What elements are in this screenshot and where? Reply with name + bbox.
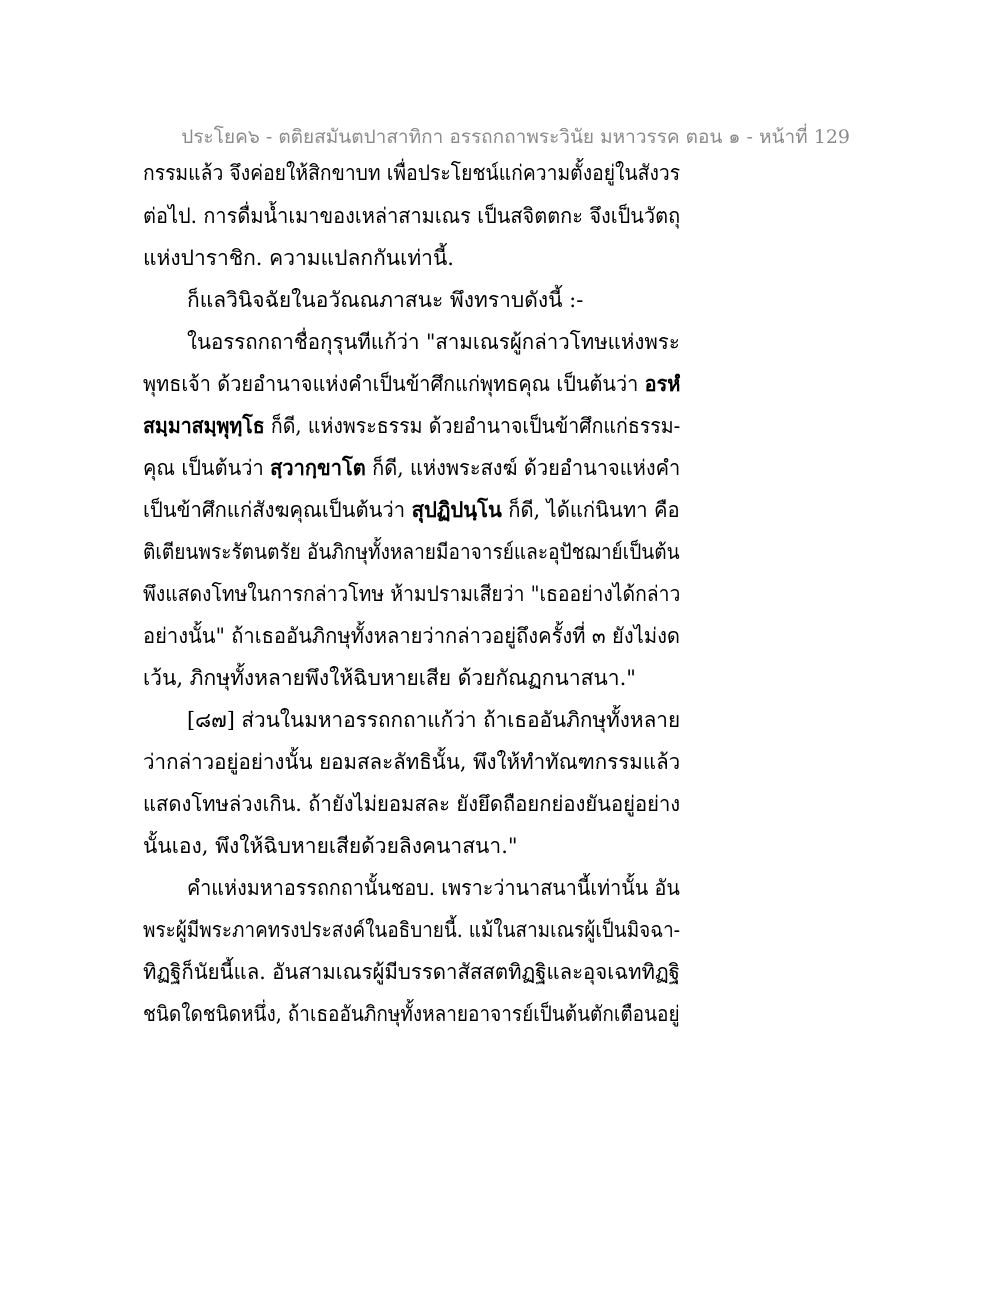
text-line [143, 453, 680, 483]
text-line: เว้น, ภิกษุทั้งหลายพึงให้ฉิบหายเสีย ด้วยกัณฏกนาสนา." [143, 666, 636, 690]
text-line [143, 369, 680, 399]
text-span: ก็ดี, แห่งพระธรรม ด้วยอำนาจเป็นข้าศึกแก่ธรรม- [264, 414, 681, 438]
pali-term: สฺวากฺขาโต [270, 455, 366, 480]
text-line: ติเตียนพระรัตนตรัย อันภิกษุทั้งหลายมีอาจารย์และอุปัชฌาย์เป็นต้น [143, 540, 680, 564]
text-line: พึงแสดงโทษในการกล่าวโทษ ห้ามปรามเสียว่า "เธออย่างได้กล่าว [143, 582, 681, 606]
text-span: คุณ เป็นต้นว่า [143, 456, 271, 480]
text-line: ว่ากล่าวอยู่อย่างนั้น ยอมสละลัทธินั้น, พึงให้ทำทัณฑกรรมแล้ว [143, 750, 681, 774]
page-header: ประโยค๖ - ตติยสมันตปาสาทิกา อรรถกถาพระวินัย มหาวรรค ตอน ๑ - หน้าที่ 129 [181, 126, 850, 148]
text-line: กรรมแล้ว จึงค่อยให้สิกขาบท เพื่อประโยชน์แก่ความตั้งอยู่ในสังวร [143, 161, 681, 185]
text-line: ชนิดใดชนิดหนึ่ง, ถ้าเธออันภิกษุทั้งหลายอาจารย์เป็นต้นตักเตือนอยู่ [143, 1002, 680, 1026]
text-line: แห่งปาราชิก. ความแปลกกันเท่านี้. [143, 246, 454, 270]
text-line: แสดงโทษล่วงเกิน. ถ้ายังไม่ยอมสละ ยังยึดถือยกย่องยันอยู่อย่าง [143, 792, 681, 816]
text-line: อย่างนั้น" ถ้าเธออันภิกษุทั้งหลายว่ากล่าวอยู่ถึงครั้งที่ ๓ ยังไม่งด [143, 624, 681, 648]
pali-term: อรหํ [644, 371, 681, 396]
text-line: พระผู้มีพระภาคทรงประสงค์ในอธิบายนี้. แม้ในสามเณรผู้เป็นมิจฉา- [143, 918, 681, 942]
text-line: ก็แลวินิจฉัยในอวัณณภาสนะ พึงทราบดังนี้ :- [187, 288, 584, 312]
pali-term: สมฺมาสมฺพุทฺโธ [143, 413, 265, 438]
text-line: [๘๗] ส่วนในมหาอรรถกถาแก้ว่า ถ้าเธออันภิกษุทั้งหลาย [187, 708, 681, 732]
text-span: เป็นข้าศึกแก่สังฆคุณเป็นต้นว่า [143, 498, 412, 522]
text-line: ต่อไป. การดื่มน้ำเมาของเหล่าสามเณร เป็นสจิตตกะ จึงเป็นวัตถุ [143, 204, 681, 228]
text-line [143, 495, 680, 525]
text-line: นั้นเอง, พึงให้ฉิบหายเสียด้วยลิงคนาสนา." [143, 834, 518, 858]
text-line [143, 411, 680, 441]
text-line: ทิฏฐิก็นัยนี้แล. อันสามเณรผู้มีบรรดาสัสสตทิฏฐิและอุจเฉททิฏฐิ [143, 960, 680, 984]
text-line: คำแห่งมหาอรรถกถานั้นชอบ. เพราะว่านาสนานี้เท่านั้น อัน [187, 876, 680, 900]
text-span: ก็ดี, ได้แก่นินทา คือ [501, 498, 680, 522]
text-span: ก็ดี, แห่งพระสงฆ์ ด้วยอำนาจแห่งคำ [365, 456, 681, 480]
text-span: พุทธเจ้า ด้วยอำนาจแห่งคำเป็นข้าศึกแก่พุทธคุณ เป็นต้นว่า [143, 372, 645, 396]
pali-term: สุปฏิปนฺโน [411, 497, 502, 522]
text-line: ในอรรถกถาชื่อกุรุนทีแก้ว่า "สามเณรผู้กล่าวโทษแห่งพระ [187, 330, 680, 354]
